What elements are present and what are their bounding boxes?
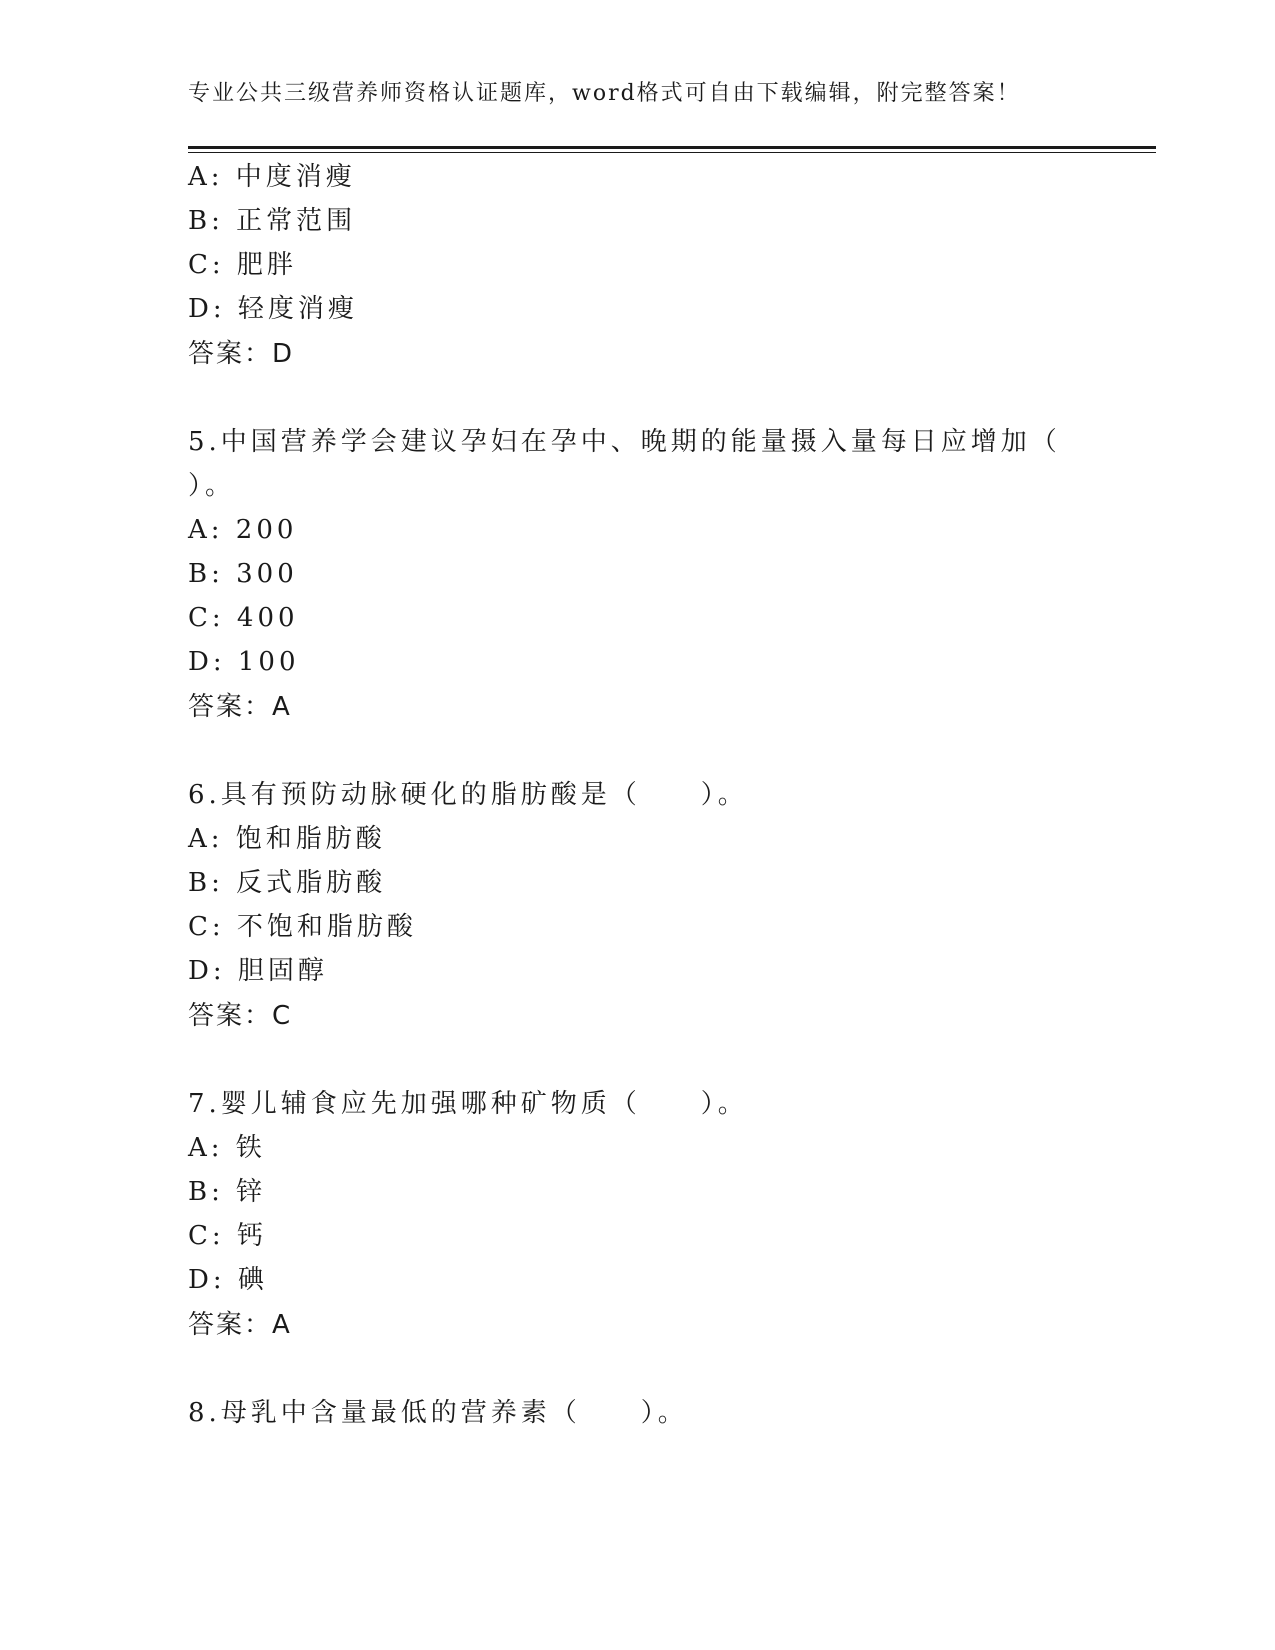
q5-question-line1: 5.中国营养学会建议孕妇在孕中、晚期的能量摄入量每日应增加（ — [188, 427, 1061, 457]
q6-option-a: A: 饱和脂肪酸 — [188, 824, 386, 854]
q4-option-c: C: 肥胖 — [188, 250, 297, 280]
q4-answer: 答案：D — [188, 339, 295, 369]
q4-option-b: B: 正常范围 — [188, 206, 357, 236]
q5-option-c: C: 400 — [188, 603, 299, 633]
q6-option-c: C: 不饱和脂肪酸 — [188, 912, 417, 942]
q7-option-d: D: 碘 — [188, 1265, 268, 1295]
q4-option-a: A: 中度消瘦 — [188, 162, 356, 192]
q7-answer: 答案：A — [188, 1310, 292, 1340]
q6-question: 6.具有预防动脉硬化的脂肪酸是（ ）。 — [188, 780, 748, 810]
q7-question: 7.婴儿辅食应先加强哪种矿物质（ ）。 — [188, 1089, 748, 1119]
q4-option-d: D: 轻度消瘦 — [188, 294, 358, 324]
q5-option-d: D: 100 — [188, 647, 300, 677]
q5-question-line2: ）。 — [188, 471, 236, 501]
q5-option-b: B: 300 — [188, 559, 298, 589]
q5-option-a: A: 200 — [188, 515, 298, 545]
document-header: 专业公共三级营养师资格认证题库，word格式可自由下载编辑，附完整答案！ — [188, 81, 1021, 106]
q7-option-b: B: 锌 — [188, 1177, 267, 1207]
q6-option-d: D: 胆固醇 — [188, 956, 328, 986]
header-divider-thin — [188, 152, 1156, 153]
q8-question: 8.母乳中含量最低的营养素（ ）。 — [188, 1398, 688, 1428]
q7-option-a: A: 铁 — [188, 1133, 266, 1163]
q5-answer: 答案：A — [188, 692, 292, 722]
q6-option-b: B: 反式脂肪酸 — [188, 868, 387, 898]
header-divider-thick — [188, 146, 1156, 149]
q7-option-c: C: 钙 — [188, 1221, 267, 1251]
q6-answer: 答案：C — [188, 1001, 293, 1031]
